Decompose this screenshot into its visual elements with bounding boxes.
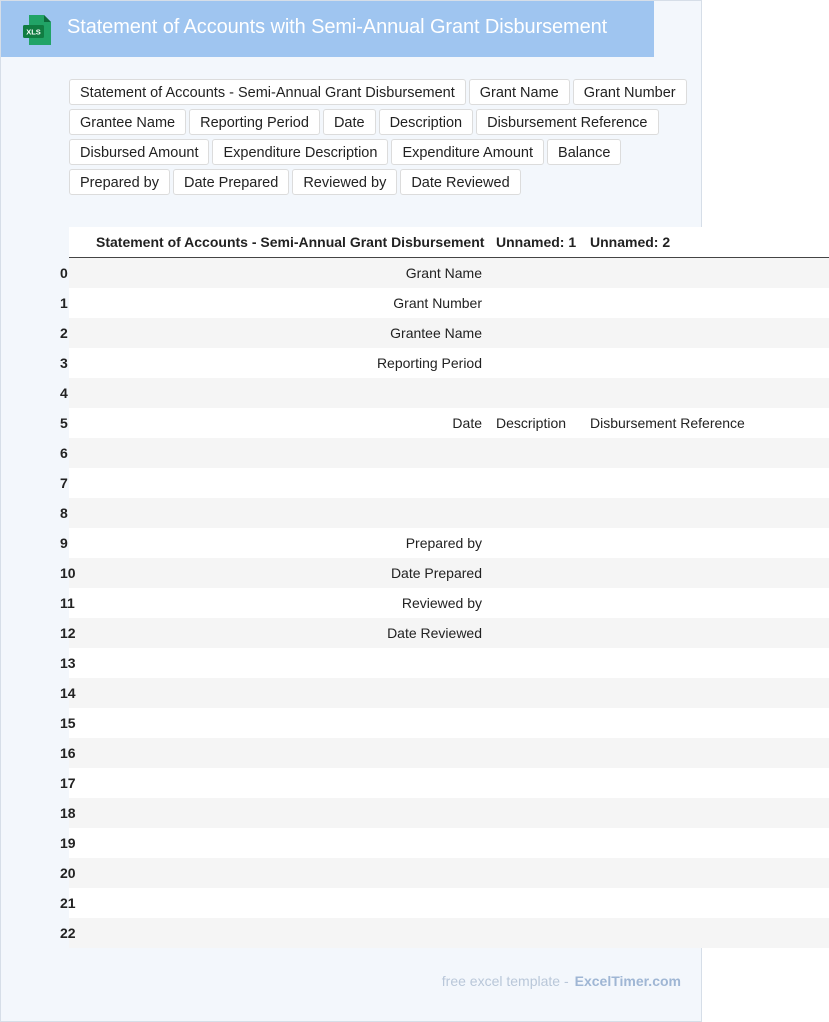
table-row bbox=[69, 858, 829, 888]
column-chip[interactable]: Date Reviewed bbox=[400, 169, 520, 195]
column-chip[interactable]: Description bbox=[379, 109, 474, 135]
table-row bbox=[69, 348, 829, 378]
table-cell bbox=[583, 708, 829, 738]
row-index-cell: 6 bbox=[69, 438, 89, 468]
table-cell bbox=[583, 738, 829, 768]
table-cell: Date Prepared bbox=[89, 558, 489, 588]
table-cell bbox=[489, 918, 583, 948]
table-cell bbox=[583, 498, 829, 528]
table-cell bbox=[489, 378, 583, 408]
table-cell bbox=[489, 528, 583, 558]
table-cell bbox=[489, 258, 583, 289]
row-index-cell: 11 bbox=[69, 588, 89, 618]
table-cell bbox=[89, 918, 489, 948]
header-col-c: Unnamed: 2 bbox=[583, 227, 829, 258]
table-row bbox=[69, 438, 829, 468]
row-index-cell: 10 bbox=[69, 558, 89, 588]
column-chip[interactable]: Statement of Accounts - Semi-Annual Grant Disbursement bbox=[69, 79, 466, 105]
table-cell: Disbursement Reference bbox=[583, 408, 829, 438]
table-cell bbox=[89, 888, 489, 918]
row-index-cell: 13 bbox=[69, 648, 89, 678]
table-row bbox=[69, 498, 829, 528]
table-row bbox=[69, 648, 829, 678]
table-cell bbox=[583, 618, 829, 648]
table-cell bbox=[583, 288, 829, 318]
table-cell bbox=[89, 498, 489, 528]
table-cell bbox=[583, 468, 829, 498]
table-cell bbox=[583, 888, 829, 918]
row-index-cell: 20 bbox=[69, 858, 89, 888]
data-table bbox=[60, 227, 829, 948]
table-row bbox=[69, 468, 829, 498]
table-row bbox=[69, 528, 829, 558]
header-banner bbox=[1, 1, 654, 57]
table-row bbox=[69, 798, 829, 828]
table-cell bbox=[583, 378, 829, 408]
table-cell bbox=[89, 798, 489, 828]
table-cell: Prepared by bbox=[89, 528, 489, 558]
column-chip[interactable]: Date Prepared bbox=[173, 169, 289, 195]
table-cell bbox=[89, 468, 489, 498]
table-cell bbox=[89, 828, 489, 858]
footer-text: free excel template - bbox=[441, 973, 569, 989]
table-row bbox=[69, 618, 829, 648]
table-cell bbox=[489, 498, 583, 528]
column-chip[interactable]: Reporting Period bbox=[189, 109, 320, 135]
table-cell bbox=[489, 558, 583, 588]
table-row bbox=[69, 828, 829, 858]
table-row bbox=[69, 918, 829, 948]
column-chip[interactable]: Grant Number bbox=[573, 79, 687, 105]
row-index-cell: 5 bbox=[69, 408, 89, 438]
table-cell bbox=[489, 678, 583, 708]
table-cell bbox=[489, 768, 583, 798]
column-chip[interactable]: Expenditure Description bbox=[212, 139, 388, 165]
row-index-cell: 0 bbox=[69, 258, 89, 289]
table-header-row bbox=[69, 227, 829, 258]
header-index bbox=[69, 227, 89, 258]
table-cell bbox=[489, 648, 583, 678]
row-index-cell: 8 bbox=[69, 498, 89, 528]
table-cell bbox=[489, 318, 583, 348]
page-title: Statement of Accounts with Semi-Annual Grant Disbursement bbox=[67, 16, 608, 38]
table-cell bbox=[89, 768, 489, 798]
column-chip[interactable]: Reviewed by bbox=[292, 169, 397, 195]
table-body bbox=[60, 258, 829, 949]
row-index-cell: 18 bbox=[69, 798, 89, 828]
row-index-cell: 2 bbox=[69, 318, 89, 348]
table-row bbox=[69, 588, 829, 618]
column-chip[interactable]: Disbursement Reference bbox=[476, 109, 658, 135]
column-chip[interactable]: Prepared by bbox=[69, 169, 170, 195]
xls-file-icon bbox=[22, 14, 52, 46]
table-cell bbox=[583, 528, 829, 558]
table-cell bbox=[583, 648, 829, 678]
table-row bbox=[69, 258, 829, 289]
table-cell bbox=[489, 828, 583, 858]
table-cell bbox=[489, 288, 583, 318]
row-index-cell: 21 bbox=[69, 888, 89, 918]
table-cell bbox=[583, 828, 829, 858]
table-cell bbox=[89, 858, 489, 888]
table-cell: Grantee Name bbox=[89, 318, 489, 348]
row-index-cell: 16 bbox=[69, 738, 89, 768]
table-cell bbox=[583, 318, 829, 348]
table-cell bbox=[89, 378, 489, 408]
row-index-cell: 12 bbox=[69, 618, 89, 648]
row-index-cell: 14 bbox=[69, 678, 89, 708]
column-chip[interactable]: Balance bbox=[547, 139, 621, 165]
table-cell: Date Reviewed bbox=[89, 618, 489, 648]
table-row bbox=[69, 738, 829, 768]
table-cell bbox=[89, 438, 489, 468]
table-cell: Grant Number bbox=[89, 288, 489, 318]
table-row bbox=[69, 318, 829, 348]
table-row bbox=[69, 768, 829, 798]
row-index-cell: 19 bbox=[69, 828, 89, 858]
table-row bbox=[69, 288, 829, 318]
table-cell bbox=[583, 858, 829, 888]
table-cell bbox=[489, 798, 583, 828]
table-cell bbox=[489, 438, 583, 468]
table-cell bbox=[583, 558, 829, 588]
table-cell bbox=[89, 738, 489, 768]
table-cell bbox=[583, 798, 829, 828]
table-cell bbox=[489, 858, 583, 888]
table-cell bbox=[583, 768, 829, 798]
table-cell: Reviewed by bbox=[89, 588, 489, 618]
table-cell bbox=[583, 348, 829, 378]
row-index-cell: 1 bbox=[69, 288, 89, 318]
column-chip[interactable]: Disbursed Amount bbox=[69, 139, 209, 165]
table-cell: Grant Name bbox=[89, 258, 489, 289]
row-index-cell: 4 bbox=[69, 378, 89, 408]
table-cell: Description bbox=[489, 408, 583, 438]
table-row bbox=[69, 378, 829, 408]
table-cell bbox=[489, 468, 583, 498]
data-table-viewport[interactable] bbox=[60, 227, 745, 947]
column-chip[interactable]: Date bbox=[323, 109, 376, 135]
table-cell bbox=[583, 258, 829, 289]
table-cell bbox=[489, 888, 583, 918]
table-cell bbox=[89, 648, 489, 678]
footer-brand-link[interactable]: ExcelTimer.com bbox=[574, 973, 681, 989]
table-cell bbox=[89, 708, 489, 738]
header-col-b: Unnamed: 1 bbox=[489, 227, 583, 258]
column-chip[interactable]: Grantee Name bbox=[69, 109, 186, 135]
table-cell: Reporting Period bbox=[89, 348, 489, 378]
table-row bbox=[69, 558, 829, 588]
table-cell bbox=[583, 918, 829, 948]
svg-text:XLS: XLS bbox=[26, 27, 41, 37]
column-chip[interactable]: Grant Name bbox=[469, 79, 570, 105]
table-row bbox=[69, 888, 829, 918]
table-cell: Date bbox=[89, 408, 489, 438]
header-col-a: Statement of Accounts - Semi-Annual Grant Disbursement bbox=[89, 227, 489, 258]
table-cell bbox=[489, 618, 583, 648]
row-index-cell: 3 bbox=[69, 348, 89, 378]
table-cell bbox=[583, 588, 829, 618]
table-cell bbox=[489, 348, 583, 378]
column-chip[interactable]: Expenditure Amount bbox=[391, 139, 544, 165]
table-cell bbox=[489, 738, 583, 768]
row-index-cell: 17 bbox=[69, 768, 89, 798]
table-cell bbox=[489, 588, 583, 618]
footer-credit bbox=[442, 973, 681, 989]
table-cell bbox=[89, 678, 489, 708]
column-chip-list bbox=[69, 79, 703, 195]
row-index-cell: 7 bbox=[69, 468, 89, 498]
row-index-cell: 9 bbox=[69, 528, 89, 558]
table-row bbox=[69, 708, 829, 738]
table-row bbox=[69, 678, 829, 708]
row-index-cell: 22 bbox=[69, 918, 89, 948]
table-row bbox=[69, 408, 829, 438]
table-cell bbox=[489, 708, 583, 738]
table-cell bbox=[583, 438, 829, 468]
row-index-cell: 15 bbox=[69, 708, 89, 738]
table-cell bbox=[583, 678, 829, 708]
